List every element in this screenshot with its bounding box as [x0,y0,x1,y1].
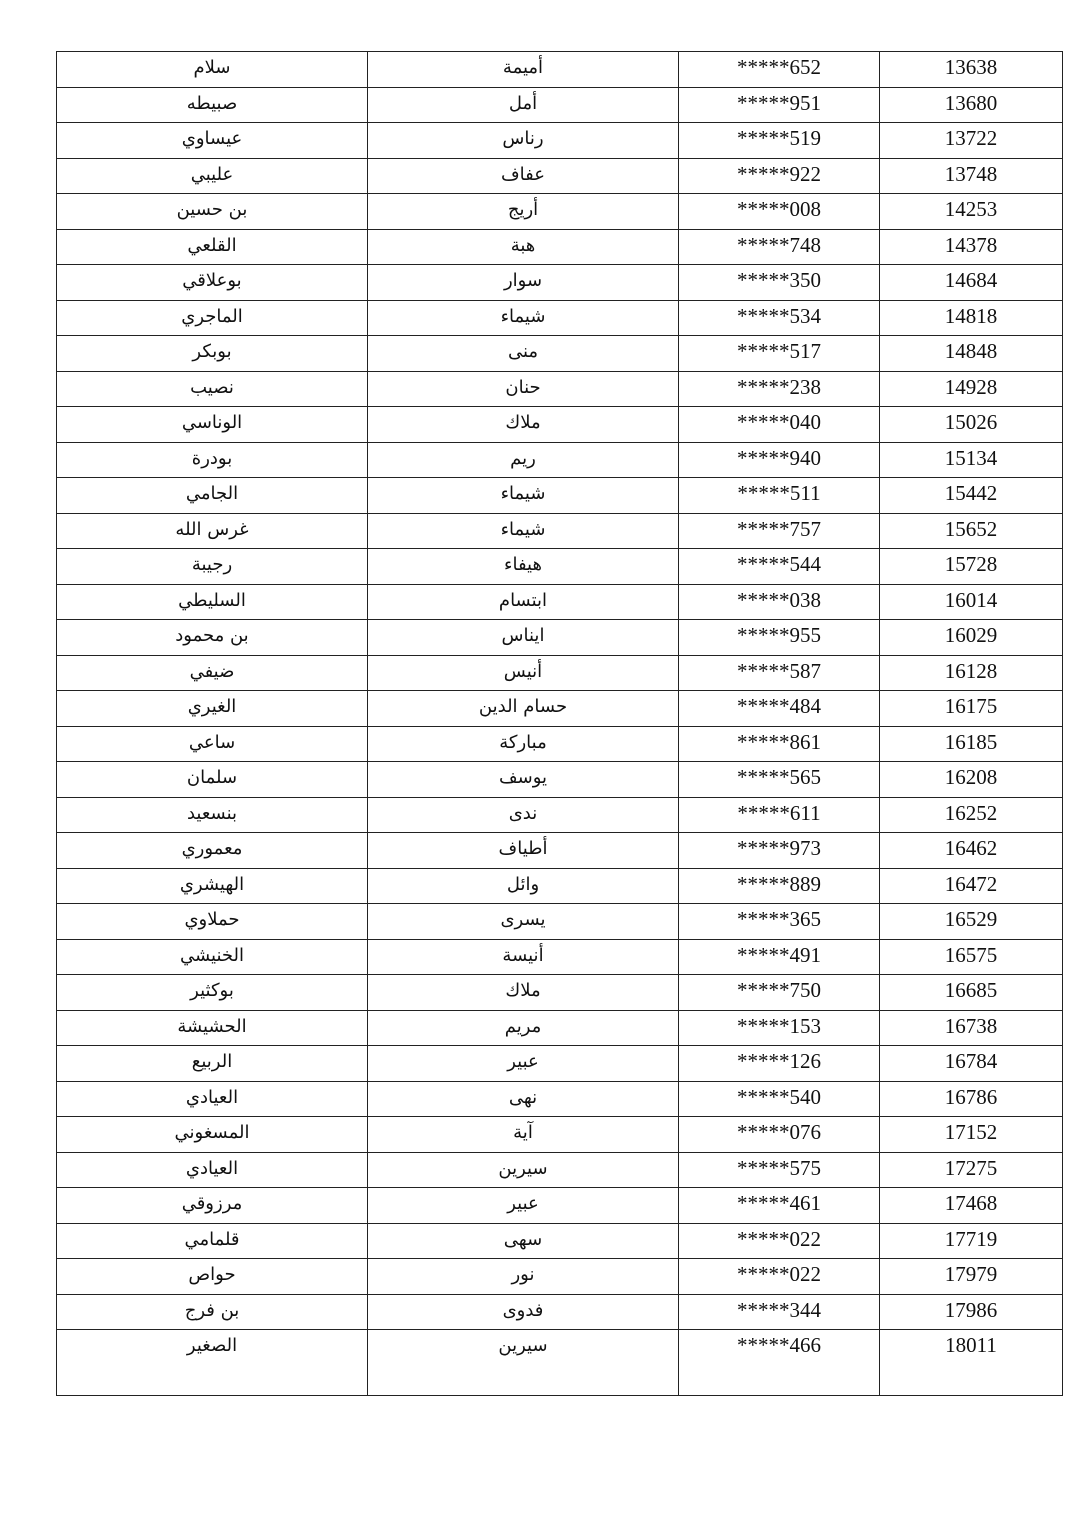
table-row [57,1294,1063,1330]
masked-id-cell: *****951 [679,87,880,123]
first-name-cell: مريم [368,1010,679,1046]
table-row [57,620,1063,656]
number-cell: 13748 [880,158,1063,194]
first-name-cell: ندى [368,797,679,833]
masked-id-cell: *****750 [679,975,880,1011]
last-name-cell: الجامي [57,478,368,514]
first-name-cell: أطياف [368,833,679,869]
last-name-cell: الصغير [57,1330,368,1396]
last-name-cell: العيادي [57,1152,368,1188]
number-cell: 14253 [880,194,1063,230]
number-cell: 16185 [880,726,1063,762]
names-table [56,51,1063,1396]
table-row [57,939,1063,975]
last-name-cell: حملاوي [57,904,368,940]
last-name-cell: الربيع [57,1046,368,1082]
first-name-cell: أنيسة [368,939,679,975]
masked-id-cell: *****565 [679,762,880,798]
table-row [57,1117,1063,1153]
masked-id-cell: *****922 [679,158,880,194]
table-row [57,158,1063,194]
number-cell: 16014 [880,584,1063,620]
last-name-cell: القلعي [57,229,368,265]
last-name-cell: الحشيشة [57,1010,368,1046]
last-name-cell: رجيبة [57,549,368,585]
number-cell: 16462 [880,833,1063,869]
first-name-cell: مباركة [368,726,679,762]
masked-id-cell: *****344 [679,1294,880,1330]
last-name-cell: بن فرج [57,1294,368,1330]
masked-id-cell: *****466 [679,1330,880,1396]
table-row [57,1223,1063,1259]
masked-id-cell: *****517 [679,336,880,372]
last-name-cell: معموري [57,833,368,869]
table-row [57,1330,1063,1396]
last-name-cell: الهيشري [57,868,368,904]
number-cell: 16738 [880,1010,1063,1046]
number-cell: 13638 [880,52,1063,88]
number-cell: 16575 [880,939,1063,975]
table-row [57,868,1063,904]
table-row [57,513,1063,549]
first-name-cell: يسرى [368,904,679,940]
number-cell: 16472 [880,868,1063,904]
number-cell: 17152 [880,1117,1063,1153]
masked-id-cell: *****076 [679,1117,880,1153]
last-name-cell: الماجري [57,300,368,336]
first-name-cell: سيرين [368,1330,679,1396]
table-row [57,691,1063,727]
table-body [57,52,1063,1396]
masked-id-cell: *****153 [679,1010,880,1046]
number-cell: 14684 [880,265,1063,301]
first-name-cell: نهى [368,1081,679,1117]
table-row [57,300,1063,336]
masked-id-cell: *****861 [679,726,880,762]
last-name-cell: الغيري [57,691,368,727]
last-name-cell: الخنيشي [57,939,368,975]
number-cell: 15134 [880,442,1063,478]
first-name-cell: ريم [368,442,679,478]
first-name-cell: وائل [368,868,679,904]
last-name-cell: غرس الله [57,513,368,549]
masked-id-cell: *****461 [679,1188,880,1224]
last-name-cell: بن حسين [57,194,368,230]
table-row [57,265,1063,301]
table-row [57,904,1063,940]
first-name-cell: ايناس [368,620,679,656]
masked-id-cell: *****038 [679,584,880,620]
first-name-cell: رناس [368,123,679,159]
number-cell: 17719 [880,1223,1063,1259]
table-row [57,194,1063,230]
masked-id-cell: *****519 [679,123,880,159]
table-row [57,407,1063,443]
first-name-cell: سهى [368,1223,679,1259]
number-cell: 16029 [880,620,1063,656]
last-name-cell: بوبكر [57,336,368,372]
table-row [57,584,1063,620]
first-name-cell: أميمة [368,52,679,88]
last-name-cell: صبيطه [57,87,368,123]
last-name-cell: ساعي [57,726,368,762]
table-row [57,1188,1063,1224]
first-name-cell: آية [368,1117,679,1153]
number-cell: 15026 [880,407,1063,443]
number-cell: 16128 [880,655,1063,691]
number-cell: 16208 [880,762,1063,798]
first-name-cell: منى [368,336,679,372]
number-cell: 17979 [880,1259,1063,1295]
table-row [57,442,1063,478]
table-row [57,1152,1063,1188]
number-cell: 17275 [880,1152,1063,1188]
masked-id-cell: *****491 [679,939,880,975]
number-cell: 14928 [880,371,1063,407]
table-row [57,797,1063,833]
last-name-cell: سلام [57,52,368,88]
last-name-cell: عليبي [57,158,368,194]
masked-id-cell: *****940 [679,442,880,478]
table-row [57,87,1063,123]
first-name-cell: شيماء [368,300,679,336]
first-name-cell: عبير [368,1046,679,1082]
table-row [57,1010,1063,1046]
number-cell: 16529 [880,904,1063,940]
table-row [57,371,1063,407]
masked-id-cell: *****544 [679,549,880,585]
table-row [57,229,1063,265]
table-row [57,762,1063,798]
table-row [57,1046,1063,1082]
last-name-cell: ضيفي [57,655,368,691]
masked-id-cell: *****484 [679,691,880,727]
table-row [57,1081,1063,1117]
number-cell: 17986 [880,1294,1063,1330]
number-cell: 18011 [880,1330,1063,1396]
last-name-cell: نصيب [57,371,368,407]
masked-id-cell: *****511 [679,478,880,514]
table-row [57,52,1063,88]
first-name-cell: ملاك [368,407,679,443]
table-row [57,123,1063,159]
masked-id-cell: *****238 [679,371,880,407]
last-name-cell: قلمامي [57,1223,368,1259]
table-row [57,833,1063,869]
first-name-cell: نور [368,1259,679,1295]
last-name-cell: الوناسي [57,407,368,443]
number-cell: 16786 [880,1081,1063,1117]
last-name-cell: بوعلاقي [57,265,368,301]
number-cell: 16252 [880,797,1063,833]
first-name-cell: أمل [368,87,679,123]
masked-id-cell: *****757 [679,513,880,549]
masked-id-cell: *****350 [679,265,880,301]
number-cell: 15652 [880,513,1063,549]
first-name-cell: سيرين [368,1152,679,1188]
masked-id-cell: *****575 [679,1152,880,1188]
last-name-cell: المسغوني [57,1117,368,1153]
masked-id-cell: *****652 [679,52,880,88]
first-name-cell: شيماء [368,478,679,514]
first-name-cell: حنان [368,371,679,407]
first-name-cell: ابتسام [368,584,679,620]
first-name-cell: هيفاء [368,549,679,585]
first-name-cell: حسام الدين [368,691,679,727]
first-name-cell: عبير [368,1188,679,1224]
last-name-cell: سلمان [57,762,368,798]
number-cell: 14848 [880,336,1063,372]
first-name-cell: عفاف [368,158,679,194]
table-row [57,975,1063,1011]
masked-id-cell: *****022 [679,1223,880,1259]
last-name-cell: بنسعيد [57,797,368,833]
masked-id-cell: *****973 [679,833,880,869]
masked-id-cell: *****365 [679,904,880,940]
first-name-cell: هبة [368,229,679,265]
masked-id-cell: *****611 [679,797,880,833]
table-row [57,655,1063,691]
masked-id-cell: *****008 [679,194,880,230]
last-name-cell: العيادي [57,1081,368,1117]
number-cell: 14818 [880,300,1063,336]
number-cell: 16685 [880,975,1063,1011]
number-cell: 15442 [880,478,1063,514]
last-name-cell: بوكثير [57,975,368,1011]
number-cell: 16784 [880,1046,1063,1082]
masked-id-cell: *****022 [679,1259,880,1295]
number-cell: 15728 [880,549,1063,585]
last-name-cell: عيساوي [57,123,368,159]
number-cell: 16175 [880,691,1063,727]
number-cell: 14378 [880,229,1063,265]
last-name-cell: حواص [57,1259,368,1295]
table-row [57,726,1063,762]
first-name-cell: فدوى [368,1294,679,1330]
masked-id-cell: *****748 [679,229,880,265]
first-name-cell: شيماء [368,513,679,549]
masked-id-cell: *****040 [679,407,880,443]
first-name-cell: سوار [368,265,679,301]
masked-id-cell: *****540 [679,1081,880,1117]
masked-id-cell: *****126 [679,1046,880,1082]
masked-id-cell: *****955 [679,620,880,656]
masked-id-cell: *****534 [679,300,880,336]
last-name-cell: بن محمود [57,620,368,656]
table-row [57,336,1063,372]
table-row [57,549,1063,585]
number-cell: 17468 [880,1188,1063,1224]
last-name-cell: السليطي [57,584,368,620]
number-cell: 13722 [880,123,1063,159]
first-name-cell: ملاك [368,975,679,1011]
masked-id-cell: *****587 [679,655,880,691]
last-name-cell: مرزوقي [57,1188,368,1224]
first-name-cell: أنيس [368,655,679,691]
last-name-cell: بودرة [57,442,368,478]
number-cell: 13680 [880,87,1063,123]
first-name-cell: أريج [368,194,679,230]
table-row [57,478,1063,514]
table-row [57,1259,1063,1295]
first-name-cell: يوسف [368,762,679,798]
masked-id-cell: *****889 [679,868,880,904]
